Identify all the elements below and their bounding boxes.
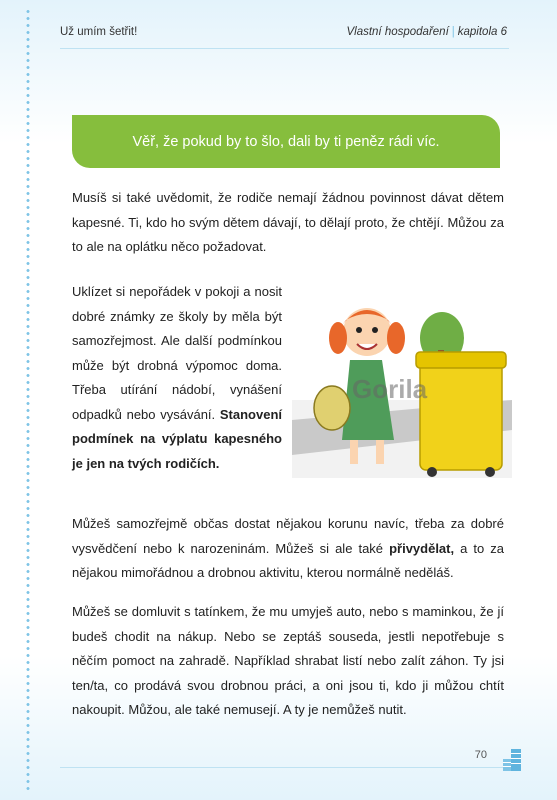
banner-text: Věř, že pokud by to šlo, dali by ti peněz rádi víc. (132, 133, 440, 150)
paragraph-2-bold: Stanovení podmínek na výplatu kapesného je jen na tvých rodičích. (72, 406, 282, 471)
paragraph-3-text-before: Můžeš samozřejmě občas dostat nějakou korunu navíc, třeba za dobré vysvědčení nebo k narozeninám. Můžeš si ale také (72, 516, 504, 556)
paragraph-4: Můžeš se domluvit s tatínkem, že mu umyješ auto, nebo s maminkou, že jí budeš chodit na nákup. Nebo se zeptáš souseda, jestli nepotřebuje s něčím pomoct na zahradě. Například shrabat listí nebo zalít záhon. Ty jsi ten/ta, co prodává svou drobnou práci, a oni jsou ti, kdo ji můžou chtít nakoupit. Můžou, ale také nemusejí. A ty je nemůžeš nutit. (72, 604, 504, 717)
paragraph-1: Musíš si také uvědomit, že rodiče nemají žádnou povinnost dávat dětem kapesné. Ti, kdo ho svým dětem dávají, to dělají proto, že chtějí. Můžou za to ale na oplátku něco požadovat. (72, 190, 504, 254)
highlight-banner (72, 115, 500, 168)
paragraph-2 (72, 280, 282, 476)
coins-icon (501, 745, 523, 773)
paragraph-3-text-after: a to za nějakou mimořádnou a drobnou aktivitu, kterou normálně neděláš. (72, 540, 505, 580)
footer-divider (60, 767, 509, 768)
paragraph-3-bold: přivydělat, (389, 540, 455, 556)
header-chapter-info (346, 26, 507, 38)
paragraph-2-text: Uklízet si nepořádek v pokoji a nosit dobré známky ze školy by měla být samozřejmost. Ale další podmínkou může být drobná výpomoc doma. Třeba utírání nádobí, vynášení odpadků nebo vysávání. (72, 284, 282, 422)
header-separator: | (451, 26, 455, 38)
header-divider (60, 48, 509, 49)
girl-with-trash-bin-illustration (292, 280, 512, 478)
header-section-title: Vlastní hospodaření (346, 26, 449, 38)
watermark-text: Gorila (352, 374, 428, 404)
header-book-title: Už umím šetřit! (60, 26, 138, 38)
dotted-margin-decoration (26, 8, 30, 792)
page-number: 70 (474, 749, 487, 761)
header-chapter: kapitola 6 (457, 26, 507, 38)
paragraph-3 (72, 512, 504, 586)
